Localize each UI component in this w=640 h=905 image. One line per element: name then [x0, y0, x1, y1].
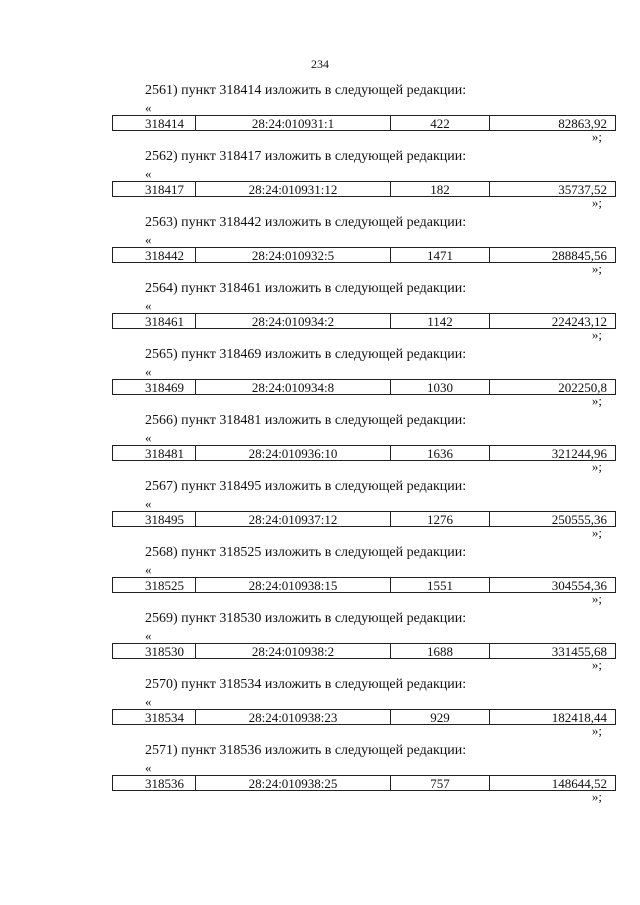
amendment-heading: 2568) пункт 318525 изложить в следующей редакции: [145, 545, 467, 560]
area-cell: 1142 [390, 314, 489, 328]
close-quote: »; [591, 195, 602, 210]
table-row [112, 379, 616, 395]
item-number-cell: 318495 [145, 512, 184, 526]
cadastral-number-cell: 28:24:010931:1 [195, 116, 390, 130]
table-row [112, 247, 616, 263]
close-quote: »; [591, 525, 602, 540]
cadastral-number-cell: 28:24:010938:23 [195, 710, 390, 724]
table-row [112, 709, 616, 725]
area-cell: 1636 [390, 446, 489, 460]
amendment-heading: 2561) пункт 318414 изложить в следующей редакции: [145, 83, 467, 98]
amendment-heading: 2567) пункт 318495 изложить в следующей редакции: [145, 479, 467, 494]
table-row [112, 775, 616, 791]
amendment-entry [0, 412, 640, 478]
item-number-cell: 318481 [145, 446, 184, 460]
cadastral-number-cell: 28:24:010937:12 [195, 512, 390, 526]
amendment-heading: 2570) пункт 318534 изложить в следующей редакции: [145, 677, 467, 692]
table-row [112, 445, 616, 461]
amendment-entry [0, 214, 640, 280]
value-cell: 321244,96 [489, 446, 615, 460]
amendment-entry [0, 346, 640, 412]
table-row [112, 115, 616, 131]
amendment-entry [0, 610, 640, 676]
close-quote: »; [591, 459, 602, 474]
open-quote: « [145, 166, 152, 181]
cadastral-number-cell: 28:24:010938:15 [195, 578, 390, 592]
value-cell: 288845,56 [489, 248, 615, 262]
amendment-heading: 2564) пункт 318461 изложить в следующей редакции: [145, 281, 467, 296]
value-cell: 250555,36 [489, 512, 615, 526]
open-quote: « [145, 562, 152, 577]
value-cell: 35737,52 [489, 182, 615, 196]
area-cell: 1551 [390, 578, 489, 592]
value-cell: 148644,52 [489, 776, 615, 790]
value-cell: 304554,36 [489, 578, 615, 592]
amendment-entry [0, 82, 640, 148]
open-quote: « [145, 232, 152, 247]
open-quote: « [145, 694, 152, 709]
table-row [112, 313, 616, 329]
cadastral-number-cell: 28:24:010936:10 [195, 446, 390, 460]
item-number-cell: 318417 [145, 182, 184, 196]
cadastral-number-cell: 28:24:010934:2 [195, 314, 390, 328]
open-quote: « [145, 628, 152, 643]
area-cell: 1030 [390, 380, 489, 394]
value-cell: 182418,44 [489, 710, 615, 724]
cadastral-number-cell: 28:24:010934:8 [195, 380, 390, 394]
value-cell: 82863,92 [489, 116, 615, 130]
area-cell: 757 [390, 776, 489, 790]
open-quote: « [145, 430, 152, 445]
amendment-heading: 2562) пункт 318417 изложить в следующей редакции: [145, 149, 467, 164]
area-cell: 1471 [390, 248, 489, 262]
open-quote: « [145, 760, 152, 775]
close-quote: »; [591, 129, 602, 144]
open-quote: « [145, 298, 152, 313]
amendment-entry [0, 148, 640, 214]
amendment-entry [0, 742, 640, 808]
item-number-cell: 318525 [145, 578, 184, 592]
amendment-heading: 2569) пункт 318530 изложить в следующей редакции: [145, 611, 467, 626]
open-quote: « [145, 100, 152, 115]
item-number-cell: 318530 [145, 644, 184, 658]
item-number-cell: 318469 [145, 380, 184, 394]
amendment-heading: 2563) пункт 318442 изложить в следующей редакции: [145, 215, 467, 230]
close-quote: »; [591, 327, 602, 342]
amendment-entry [0, 544, 640, 610]
close-quote: »; [591, 657, 602, 672]
table-row [112, 511, 616, 527]
area-cell: 1276 [390, 512, 489, 526]
item-number-cell: 318442 [145, 248, 184, 262]
item-number-cell: 318461 [145, 314, 184, 328]
value-cell: 331455,68 [489, 644, 615, 658]
area-cell: 422 [390, 116, 489, 130]
value-cell: 202250,8 [489, 380, 615, 394]
page-number: 234 [311, 57, 329, 71]
table-row [112, 643, 616, 659]
table-row [112, 181, 616, 197]
cadastral-number-cell: 28:24:010931:12 [195, 182, 390, 196]
cadastral-number-cell: 28:24:010938:2 [195, 644, 390, 658]
close-quote: »; [591, 723, 602, 738]
open-quote: « [145, 364, 152, 379]
value-cell: 224243,12 [489, 314, 615, 328]
close-quote: »; [591, 393, 602, 408]
close-quote: »; [591, 789, 602, 804]
table-row [112, 577, 616, 593]
amendment-heading: 2565) пункт 318469 изложить в следующей редакции: [145, 347, 467, 362]
item-number-cell: 318536 [145, 776, 184, 790]
area-cell: 182 [390, 182, 489, 196]
amendment-entry [0, 676, 640, 742]
cadastral-number-cell: 28:24:010938:25 [195, 776, 390, 790]
amendment-list [0, 82, 640, 808]
close-quote: »; [591, 261, 602, 276]
amendment-heading: 2571) пункт 318536 изложить в следующей редакции: [145, 743, 467, 758]
amendment-heading: 2566) пункт 318481 изложить в следующей редакции: [145, 413, 467, 428]
amendment-entry [0, 280, 640, 346]
area-cell: 929 [390, 710, 489, 724]
area-cell: 1688 [390, 644, 489, 658]
close-quote: »; [591, 591, 602, 606]
item-number-cell: 318534 [145, 710, 184, 724]
item-number-cell: 318414 [145, 116, 184, 130]
amendment-entry [0, 478, 640, 544]
cadastral-number-cell: 28:24:010932:5 [195, 248, 390, 262]
open-quote: « [145, 496, 152, 511]
